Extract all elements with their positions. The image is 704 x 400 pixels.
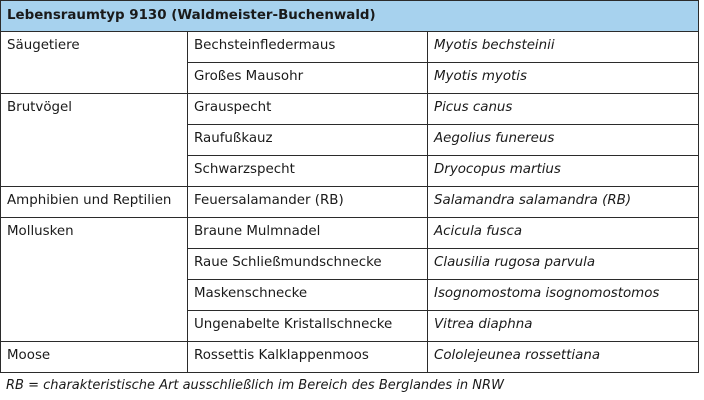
german-name-cell: Schwarzspecht (188, 156, 428, 187)
german-name-cell: Rossettis Kalklappenmoos (188, 342, 428, 373)
species-table-body (1, 1, 699, 373)
latin-name-cell: Cololejeunea rossettiana (428, 342, 699, 373)
latin-name-cell: Dryocopus martius (428, 156, 699, 187)
latin-name-cell: Picus canus (428, 94, 699, 125)
table-row (1, 32, 699, 63)
latin-name-cell: Myotis bechsteinii (428, 32, 699, 63)
footnote: RB = charakteristische Art ausschließlich im Bereich des Berglandes in NRW (6, 378, 504, 393)
table-row (1, 94, 699, 125)
latin-name-cell: Acicula fusca (428, 218, 699, 249)
latin-name-cell: Myotis myotis (428, 63, 699, 94)
table-row (1, 342, 699, 373)
group-name-cell: Brutvögel (1, 94, 188, 187)
german-name-cell: Großes Mausohr (188, 63, 428, 94)
latin-name-cell: Clausilia rugosa parvula (428, 249, 699, 280)
group-name-cell: Moose (1, 342, 188, 373)
german-name-cell: Ungenabelte Kristallschnecke (188, 311, 428, 342)
german-name-cell: Grauspecht (188, 94, 428, 125)
table-title: Lebensraumtyp 9130 (Waldmeister-Buchenwald) (1, 1, 699, 32)
german-name-cell: Bechsteinfledermaus (188, 32, 428, 63)
group-name-cell: Säugetiere (1, 32, 188, 94)
table-row (1, 218, 699, 249)
latin-name-cell: Isognomostoma isognomostomos (428, 280, 699, 311)
latin-name-cell: Aegolius funereus (428, 125, 699, 156)
table-row (1, 187, 699, 218)
german-name-cell: Raue Schließmundschnecke (188, 249, 428, 280)
german-name-cell: Maskenschnecke (188, 280, 428, 311)
german-name-cell: Braune Mulmnadel (188, 218, 428, 249)
german-name-cell: Feuersalamander (RB) (188, 187, 428, 218)
german-name-cell: Raufußkauz (188, 125, 428, 156)
latin-name-cell: Vitrea diaphna (428, 311, 699, 342)
group-name-cell: Amphibien und Reptilien (1, 187, 188, 218)
table-header-row (1, 1, 699, 32)
latin-name-cell: Salamandra salamandra (RB) (428, 187, 699, 218)
group-name-cell: Mollusken (1, 218, 188, 342)
